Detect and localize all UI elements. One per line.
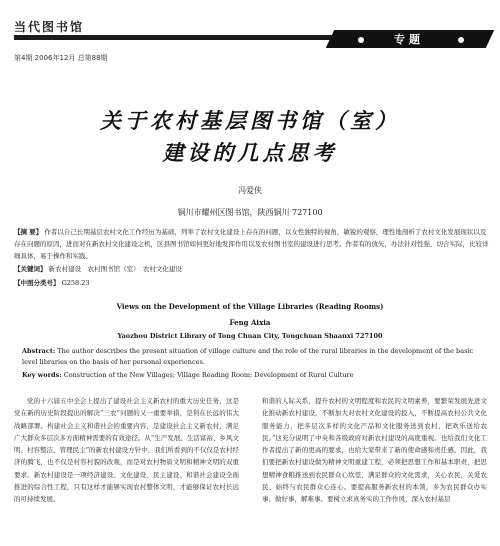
issue-info: 第4期 2006年12月 总第88期 [14, 54, 108, 62]
classification-text: G258.23 [61, 279, 90, 287]
article-title-line1: 关于农村基层图书馆（室） [100, 109, 400, 133]
body-left-column: 党的十六届五中全会上提出了建设社会主义新农村的重大历史任务，这是党在新的历史阶段提出的解决“三农”问题的又一重要举措，是利在长远的伟大战略部署。构建社会主义和谐社会的重要内容，是建设社会主义新农村，满足广大群众多层次多方面精神需要的有效途径。从“生产发展、生活富裕、乡风文明、村容整洁、管理民主”的新农村建设方针中，我们所看到的不仅仅是农村经济的腾飞，也不仅是村容村貌的改观，而是对农村物质文明和精神文明的双重要求。新农村建设是一项经济建设、文化建设、民主建设、和谐社会建设全面推进的综合性工程，只有这样才能够实现农村整体文明，才能够保证农村长远的可持续发展。 [14, 397, 239, 504]
keywords-zh-text: 新农村建设 农村图书馆（室） 农村文化建设 [48, 265, 182, 273]
english-keywords [22, 370, 482, 381]
abstract-zh-label: 【摘 要】 [14, 228, 43, 236]
classification-number [14, 277, 490, 289]
author-name: 冯爱侠 [238, 186, 262, 195]
author-affiliation: 铜川市耀州区图书馆，陕西铜川 727100 [177, 208, 323, 217]
english-author: Feng Aixia [229, 318, 271, 327]
classification-label: 【中图分类号】 [14, 279, 60, 287]
keywords-zh-label: 【关键词】 [14, 265, 47, 273]
section-label: 专题 [394, 33, 424, 46]
journal-name: 当代图书馆 [14, 20, 85, 34]
header-rule [14, 35, 332, 40]
english-abstract-text: The author describes the present situation of village culture and the role of the rural libraries in the development of the basic level libraries on the basis of her personal experiences. [22, 347, 474, 366]
banner-dot-icon [458, 37, 464, 43]
body-right-column: 和谐的人际关系，提升农村的文明程度和农民的文明素养，要繁荣发展先进文化推动新农村建设，不断加大对农村文化建设的投入，不断提高农村公共文化服务能力，把多层次多样的文化产品和文化服务送到农村，把欢乐送给农民。”这充分说明了中央和各级政府对新农村建设的高度重视。也给我们文化工作者提出了新的更高的要求，也给大家带来了新的使命感和责任感。因此，我们要把新农村建设做为精神文明重建工程，必须把思想工作和基本职责，把思想精神食粮推送到农民群众心坎里，满足群众的文化需求，关心农民，关爱农民，始终与农民群众心连心。要提高服务新农村的本领，多为农民群众办实事、做好事，解难事。要树立求真务实的工作作风，深入农村基层 [262, 397, 487, 504]
article-title-line2: 建设的几点思考 [162, 141, 338, 165]
english-keywords-text: Construction of the New Villages; Village Reading Room; Development of Rural Culture [63, 371, 354, 379]
english-title: Views on the Development of the Village Libraries (Reading Rooms) [116, 302, 384, 311]
abstract-zh-text: 作者以自己长期基层农村文化工作经历为基础，列举了农村文化建设上存在的问题，以女性独特的视角，敏锐的观察，理性地剖析了农村文化发展现状以及存在问题的原因，进而对在新农村文化建设之机，区县图书馆如何更好地发挥作用以及农村图书室的建设进行思考。作者有的放矢，办法针对性强，切合实际，比较详细具体，易于操作和实践。 [14, 228, 489, 260]
english-affiliation: Yaozhou District Library of Tong Chuan City, Tongchuan Shaanxi 727100 [117, 332, 383, 340]
english-abstract [22, 346, 482, 368]
abstract-zh [14, 226, 490, 262]
keywords-zh [14, 263, 490, 275]
english-abstract-label: Abstract: [22, 347, 56, 355]
english-keywords-label: Key words: [22, 371, 62, 379]
